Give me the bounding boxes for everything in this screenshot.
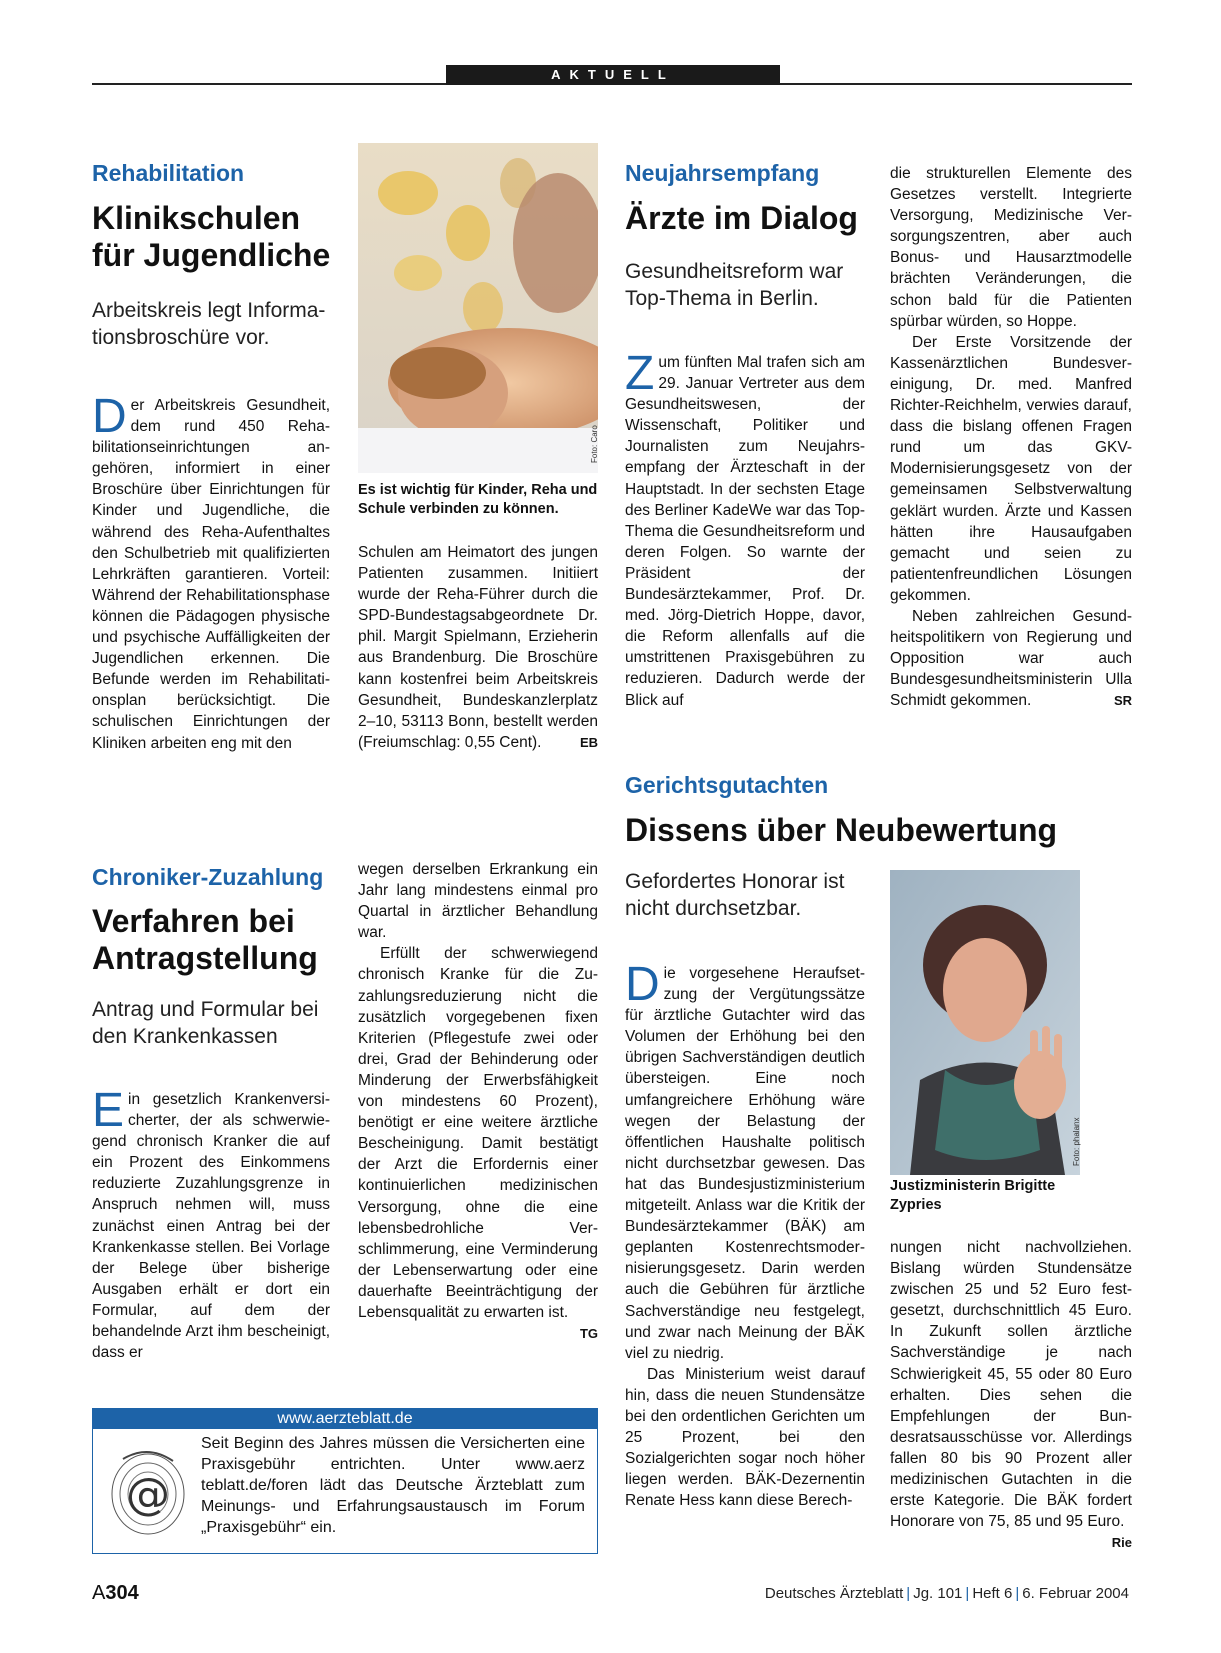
page-number-value: 304 [105, 1582, 139, 1604]
article1-photo-credit: Foto: Caro [590, 425, 599, 463]
article1-deck: Arbeitskreis legt Informationsbroschüre vor. [92, 299, 326, 349]
article3-body-col1 [92, 1084, 330, 1363]
article3-col1-text: in gesetzlich Krankenversicherter, der als schwerwiegend chronisch Kranker die auf ein Prozent des Einkommens reduzierte Zuzahlungsgrenze in Anspruch nehmen will, muss zunächst einen Antrag bei der Krankenkasse stellen. Bei Vorlage der Belege über bisherige Ausgaben erhält er dort ein Formular, auf dem der behandelnde Arzt ihm bescheinigt, dass er [92, 1091, 330, 1362]
article4-col1-paragraph1-text: ie vorgesehene Heraufsetzung der Vergütungssätze für ärztliche Gutachter wird das Volumen der Erhöhung bei den übrigen Sachverständigen deutlich übersteigen. Eine noch umfangreichere Erhöhung wäre wegen der Belastung der öffentlichen Haushalte politisch nicht durchsetzbar gewesen. Das hat das Bundesjustizministerium mitgeteilt. Anlass war die Kritik der Bundesärztekammer (BÄK) am geplanten Kostenrechtsmodernisierungsgesetz. Darin werden auch die Gebühren für ärztliche Sachverständige neu festgelegt, und zwar nach Meinung der BÄK viel zu niedrig. [625, 965, 865, 1362]
article2-headline: Ärzte im Dialog [625, 200, 858, 236]
article1-signature: EB [579, 734, 598, 750]
journal-volume: Jg. 101 [913, 1585, 963, 1602]
article1-photo [358, 143, 598, 473]
article2-col2-paragraph3 [890, 606, 1132, 711]
article1-col2-text: Schulen am Heimatort des jungen Patienten zusammen. Initiiert wurde der Reha-Führer durch die SPD-Bundestagsabgeordnete Dr. phil. Margit Spielmann, Erzieherin aus Brandenburg. Die Broschüre kann kostenfrei beim Arbeitskreis Gesundheit, Bundeskanzlerplatz 2–10, 53113 Bonn, bestellt werden (Freiumschlag: 0,55 Cent). [358, 544, 598, 751]
article2-body-col1 [625, 347, 865, 711]
section-banner: AKTUELL [446, 65, 780, 85]
article3-col2-paragraph2 [358, 943, 598, 1342]
web-box-header[interactable]: www.aerzteblatt.de [93, 1409, 597, 1429]
journal-footer: Deutsches Ärzteblatt | Jg. 101 | Heft 6 | 6. Februar 2004 [764, 1585, 1129, 1602]
article2-signature: SR [1113, 693, 1132, 709]
article1-kicker: Rehabilitation [92, 160, 245, 186]
article4-photo [890, 870, 1080, 1175]
article3-col2-paragraph1: wegen derselben Erkrankung ein Jahr lang mindestens einmal pro Quartal in ärztlicher Behandlung war. [358, 861, 598, 942]
article4-headline: Dissens über Neubewertung [625, 812, 1058, 848]
article3-body-col2 [358, 859, 598, 1344]
article4-col1-paragraph1 [625, 958, 865, 1364]
article2-col2-paragraph1: die strukturellen Elemente des Gesetzes verstellt. Integrierte Versorgung, Medizinische Versorgungszentren, aber auch Bonus- und Hausarztmodelle brächten Veränderungen, die schon bald für die Patienten spürbar würden, so Hoppe. [890, 165, 1132, 330]
article2-body-col2 [890, 163, 1132, 711]
web-box-text: Seit Beginn des Jahres müssen die Versicherten eine Praxisgebühr entrichten. Unter www.aerz teblatt.de/foren lädt das Deutsche Ärzteblatt zum Meinungs- und Erfahrungsaustausch im Forum „Praxisgebühr“ ein. [201, 1435, 585, 1536]
article1-body-col1 [92, 390, 330, 754]
web-info-box [92, 1408, 598, 1554]
article2-deck: Gesundheitsreform war Top-Thema in Berlin. [625, 260, 844, 310]
article2-col1-text: um fünften Mal trafen sich am 29. Januar Vertreter aus dem Gesundheitswesen, der Wissenschaft, Politiker und Journalisten zum Neujahrsempfang der Ärzteschaft in der Hauptstadt. In der sechsten Etage des Berliner KadeWe war das Top-Thema die Gesundheitsreform und deren Folgen. So warnte der Präsident der Bundesärztekammer, Prof. Dr. med. Jörg-Dietrich Hoppe, davor, die Reform allenfalls auf die umstrittenen Praxisgebühren zu reduzieren. Dadurch werde der Blick auf [625, 354, 865, 709]
article3-deck: Antrag und Formular bei den Krankenkassen [92, 998, 319, 1048]
svg-text:@: @ [126, 1469, 170, 1520]
article1-dropcap: D [92, 390, 127, 443]
article3-kicker: Chroniker-Zuzahlung [92, 864, 324, 890]
article4-kicker: Gerichtsgutachten [625, 772, 829, 798]
article2-dropcap: Z [625, 347, 655, 400]
article1-headline: Klinikschulen für Jugendliche [92, 200, 331, 273]
article4-dropcap: D [625, 958, 660, 1011]
article3-headline: Verfahren bei Antragstellung [92, 903, 318, 976]
article4-photo-credit: Foto: phalanx [1072, 1117, 1081, 1166]
page-number [92, 1582, 139, 1605]
article4-body-col1 [625, 958, 865, 1511]
article4-deck: Gefordertes Honorar ist nicht durchsetzbar. [625, 870, 845, 920]
article4-caption: Justizministerin Brigitte Zypries [890, 1178, 1056, 1213]
article1-col1-text: er Arbeitskreis Gesundheit, dem rund 450 Rehabilitationseinrichtungen angehören, informiert in einer Broschüre über Einrichtungen für Kinder und Jugendliche, die während des Reha-Aufenthaltes den Schulbetrieb mit qualifizierten Lehrkräften garantieren. Vorteil: Während der Rehabilitationsphase können die Pädagogen physische und psychische Auffälligkeiten der Jugendlichen erkennen. Die Befunde werden im Rehabilitationsplan berücksichtigt. Die schulischen Einrichtungen der Kliniken arbeiten eng mit den [92, 397, 330, 752]
article4-col1-paragraph2: Das Ministerium weist darauf hin, dass die neuen Stundensätze bei den ordentlichen Gerichten um 25 Prozent, bei den Sozialgerichten sogar noch höher liegen werden. BÄK-Dezernentin Renate Hess kann diese Berech- [625, 1365, 865, 1510]
article3-dropcap: E [92, 1084, 125, 1137]
article1-caption: Es ist wichtig für Kinder, Reha und Schule verbinden zu können. [358, 482, 598, 517]
article4-body-col2 [890, 1237, 1132, 1553]
page-prefix: A [92, 1582, 106, 1604]
journal-date: 6. Februar 2004 [1022, 1585, 1129, 1602]
article4-col2-text: nungen nicht nachvollziehen. Bislang würden Stundensätze zwischen 25 und 52 Euro festgesetzt, durchschnittlich 45 Euro. In Zukunft sollen ärztliche Sachverständige je nach Schwierigkeit 45, 55 oder 80 Euro erhalten. Dies sehen die Empfehlungen der Bundesratsausschüsse vor. Allerdings fallen 80 bis 90 Prozent aller medizinischen Gutachten in die erste Kategorie. Die BÄK fordert Honorare von 75, 85 und 95 Euro. [890, 1239, 1132, 1531]
article3-col2-paragraph2-text: Erfüllt der schwerwiegend chronisch Kranke für die Zuzahlungsreduzierung nicht die zusätzlich vorgegebenen fixen Kriterien (Pflegestufe zwei oder drei, Grad der Behinderung oder Minderung der Erwerbsfähigkeit von mindestens 60 Prozent), benötigt er eine weitere ärztliche Bescheinigung. Damit bestätigt der Arzt die Erfordernis einer kontinuierlichen medizinischen Versorgung, ohne die eine lebensbedrohliche Verschlimmerung, eine Verminderung der Lebenserwartung oder eine dauerhafte Beeinträchtigung der Lebensqualität zu erwarten ist. [358, 945, 598, 1321]
article2-col2-paragraph3-text: Neben zahlreichen Gesundheitspolitikern von Regierung und Opposition war auch Bundesgesundheitsministerin Ulla Schmidt gekommen. [890, 607, 1132, 710]
article3-signature: TG [579, 1326, 598, 1342]
article4-signature: Rie [1111, 1535, 1132, 1551]
article1-body-col2 [358, 542, 598, 753]
journal-name: Deutsches Ärzteblatt [764, 1585, 904, 1602]
article2-kicker: Neujahrsempfang [625, 160, 820, 186]
at-sign-logo-icon [103, 1439, 193, 1544]
article2-col2-paragraph2: Der Erste Vorsitzende der Kassenärztlichen Bundesvereinigung, Dr. med. Manfred Richter-Reichhelm, verwies darauf, dass die bislang offenen Fragen rund um das GKV-Modernisierungsgesetz von der gemeinsamen Selbstverwaltung geklärt wurden. Ärzte und Kassen hätten ihre Hausaufgaben gemacht und seien zu patientenfreundlichen Lösungen gekommen. [890, 333, 1132, 604]
journal-issue: Heft 6 [972, 1585, 1013, 1602]
